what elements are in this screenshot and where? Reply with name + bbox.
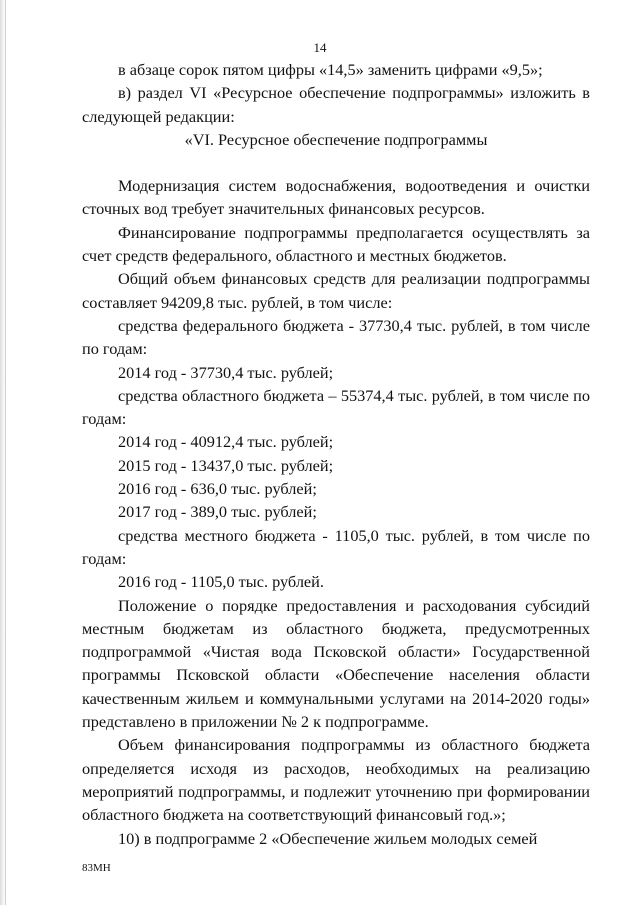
paragraph-federal-budget: средства федерального бюджета - 37730,4 тыс. рублей, в том числе по годам:	[82, 315, 590, 359]
section-heading: «VI. Ресурсное обеспечение подпрограммы	[184, 129, 488, 149]
paragraph-financing-sources: Финансирование подпрограммы предполагается осуществлять за счет средств федерального, областного и местных бюджетов.	[82, 222, 590, 266]
paragraph-amendment-45: в абзаце сорок пятом цифры «14,5» заменить цифрами «9,5»;	[118, 60, 543, 79]
paragraph-total-volume: Общий объем финансовых средств для реализации подпрограммы составляет 94209,8 тыс. рублей, в том числе:	[82, 269, 590, 312]
scan-edge-line	[5, 0, 6, 905]
paragraph-modernization: Модернизация систем водоснабжения, водоотведения и очистки сточных вод требует значительных финансовых ресурсов.	[82, 176, 590, 219]
paragraph-subsidy-regulation: Положение о порядке предоставления и расходования субсидий местным бюджетам из областного бюджета, предусмотренных подпрограммой «Чистая вода Псковской области» Государственной программы Псковской области «Обеспечение населения области качественным жильем и коммунальными услугами на 2014-2020 годы» представлено в приложении № 2 к подпрограмме.	[82, 595, 590, 732]
page-number: 14	[313, 40, 327, 55]
paragraph-financing-volume: Объем финансирования подпрограммы из областного бюджета определяется исходя из расходов, необходимых на реализацию мероприятий подпрограммы, и подлежит уточнению при формировании областного бюджета на соответствующий финансовый год.»;	[82, 735, 590, 825]
line-regional-2015: 2015 год - 13437,0 тыс. рублей;	[118, 455, 334, 475]
blank-line	[82, 151, 590, 174]
paragraph-section-vi-intro: в) раздел VI «Ресурсное обеспечение подпрограммы» изложить в следующей редакции:	[82, 83, 590, 126]
document-body	[82, 58, 590, 850]
line-regional-2016: 2016 год - 636,0 тыс. рублей;	[118, 479, 317, 499]
footer-code: 83МН	[82, 862, 111, 874]
line-local-2016: 2016 год - 1105,0 тыс. рублей.	[118, 572, 324, 592]
line-regional-2017: 2017 год - 389,0 тыс. рублей;	[118, 502, 317, 522]
paragraph-subprogram-2: 10) в подпрограмме 2 «Обеспечение жильем молодых семей	[118, 828, 538, 848]
paragraph-regional-budget: средства областного бюджета – 55374,4 тыс. рублей, в том числе по годам:	[82, 385, 590, 429]
line-regional-2014: 2014 год - 40912,4 тыс. рублей;	[118, 432, 334, 452]
paragraph-local-budget: средства местного бюджета - 1105,0 тыс. рублей, в том числе по годам:	[82, 525, 590, 568]
line-federal-2014: 2014 год - 37730,4 тыс. рублей;	[118, 362, 334, 382]
